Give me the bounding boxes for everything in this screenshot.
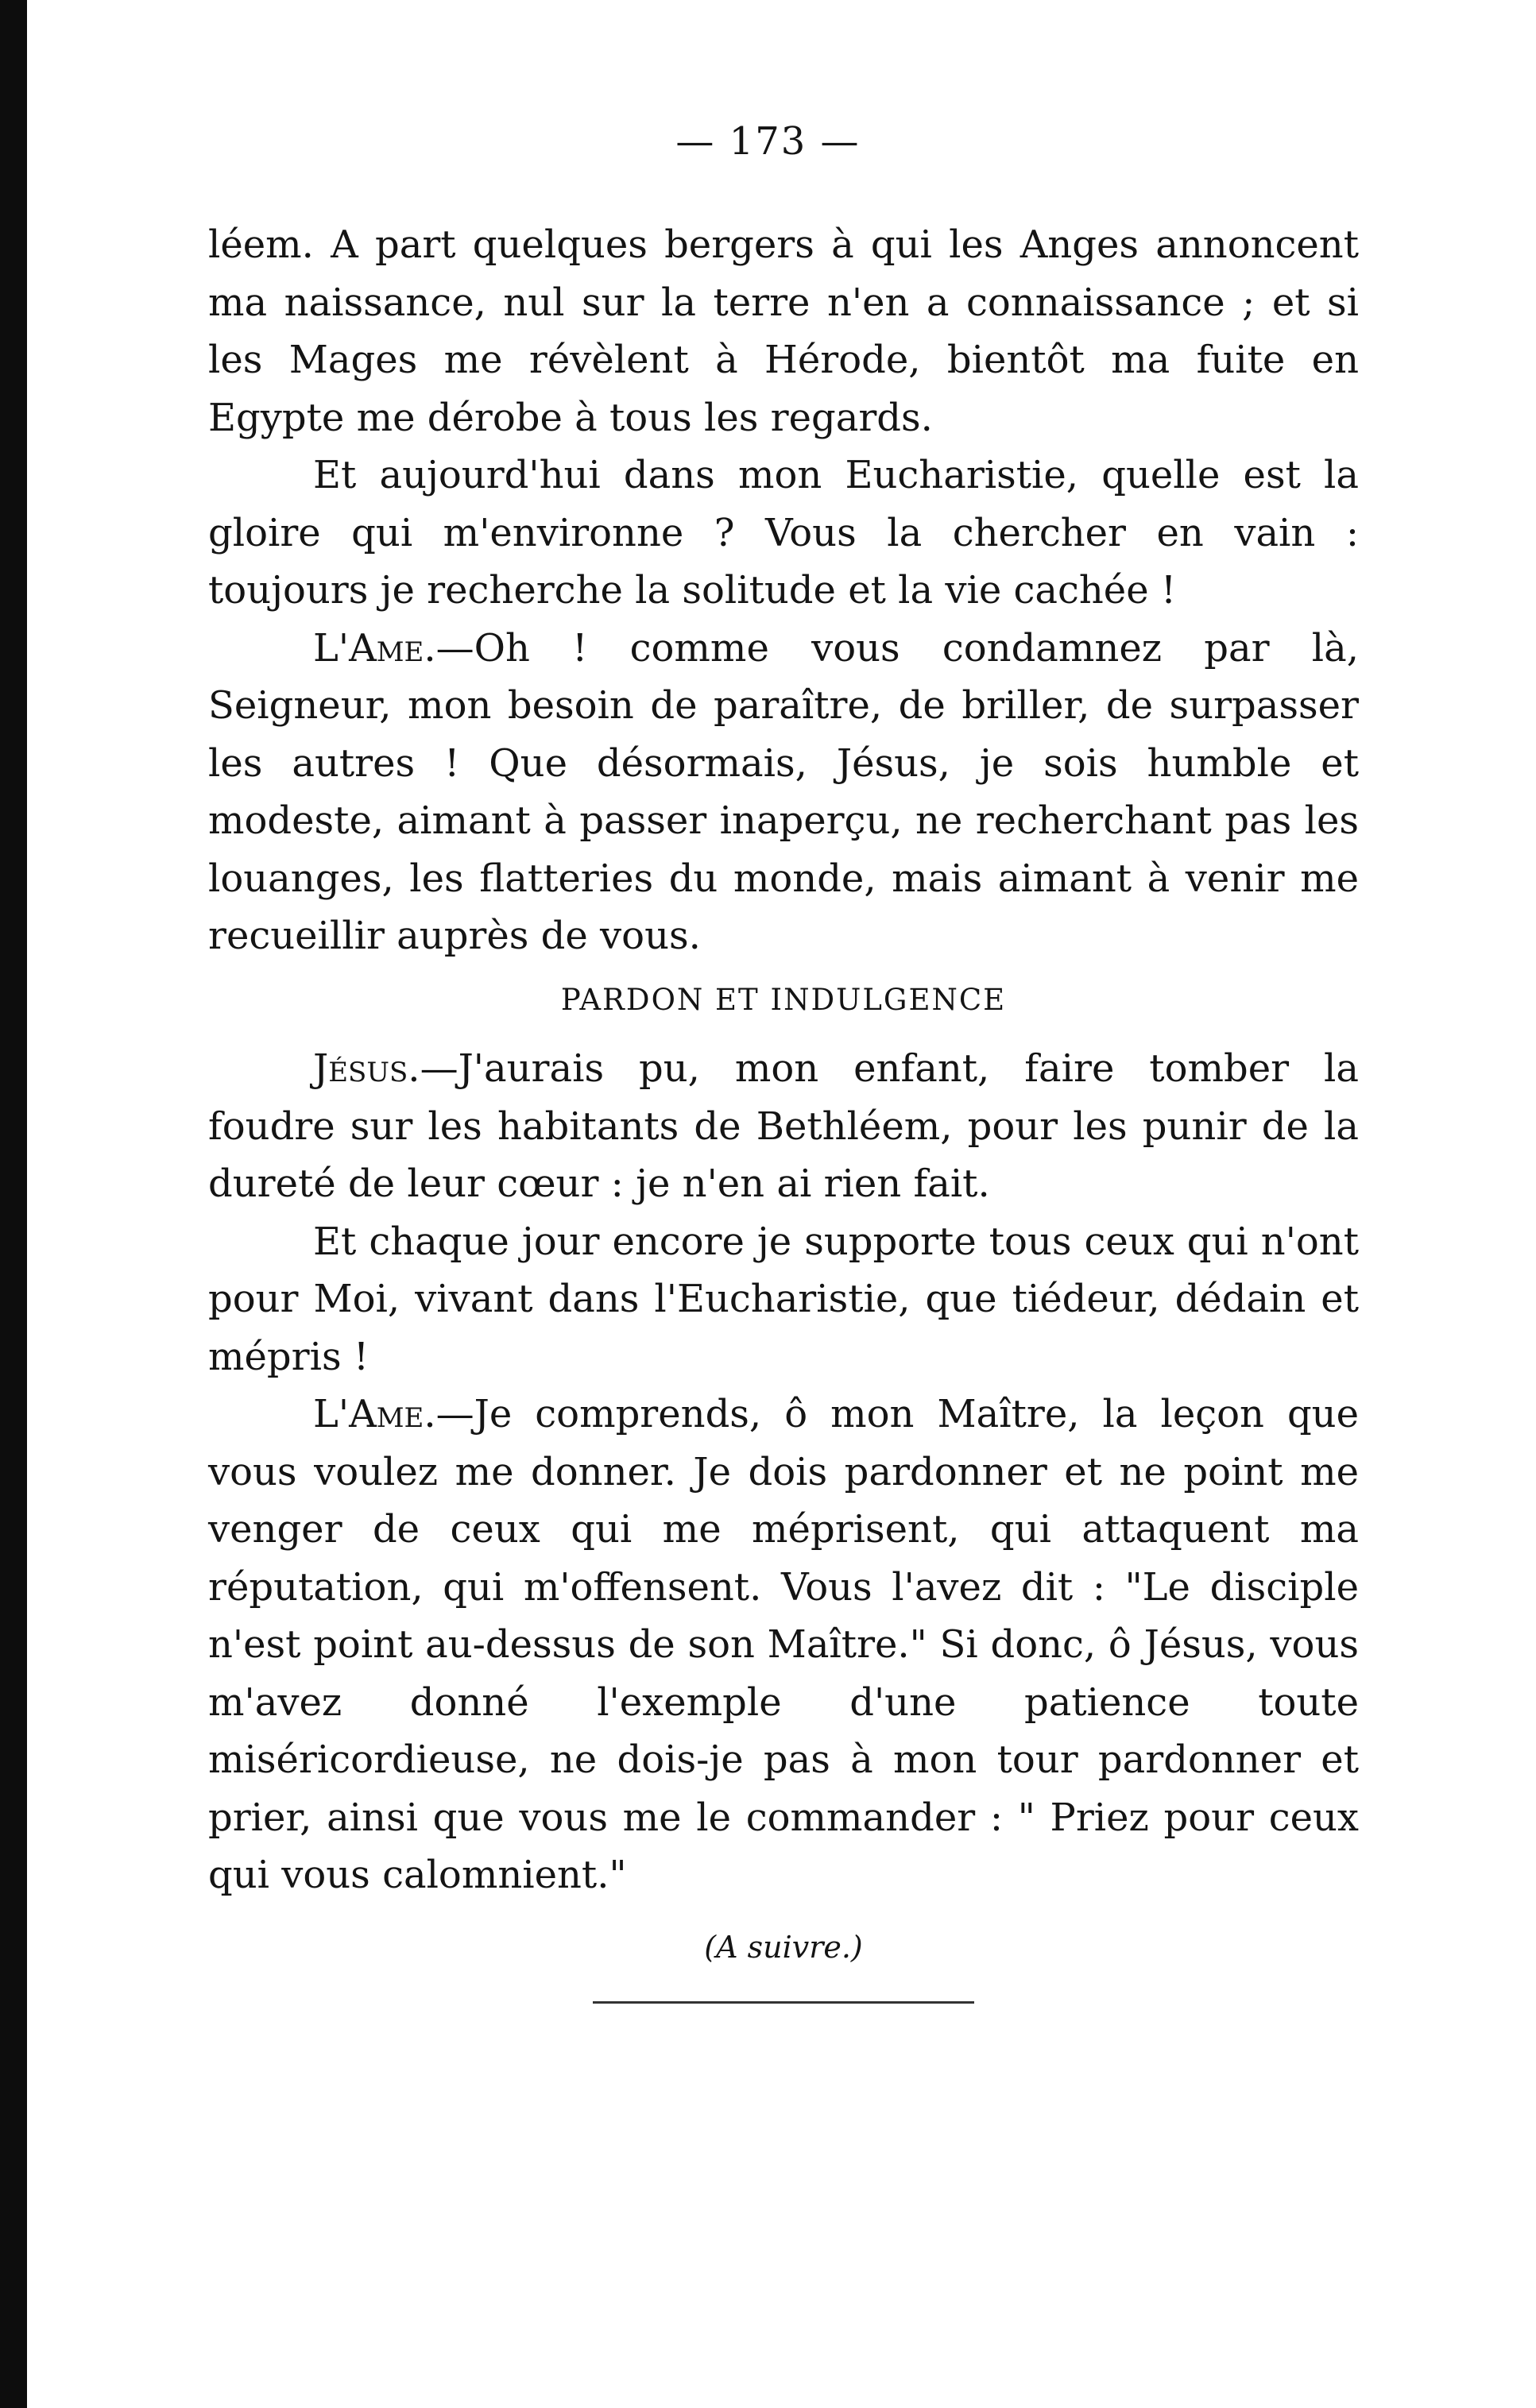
paragraph-1: léem. A part quelques bergers à qui les Anges annoncent ma naissance, nul sur la terre n'en a connaissance ; et si les Mages me révèlent à Hérode, bientôt ma fuite en Egypte me dérobe à tous les regards.: [208, 222, 1359, 440]
paragraph-4-text: —J'aurais pu, mon enfant, faire tomber la foudre sur les habitants de Bethléem, pour les punir de la dureté de leur cœur : je n'en ai rien fait.: [208, 1046, 1359, 1206]
speaker-ame: L'Ame.: [313, 1392, 436, 1436]
speaker-jesus: Jésus.: [313, 1046, 420, 1091]
paragraph-3: [208, 620, 1359, 965]
paragraph-2: Et aujourd'hui dans mon Eucharistie, quelle est la gloire qui m'environne ? Vous la chercher en vain : toujours je recherche la solitude et la vie cachée !: [208, 453, 1359, 613]
paragraph-3-text: —Oh ! comme vous condamnez par là, Seigneur, mon besoin de paraître, de briller, de surpasser les autres ! Que désormais, Jésus, je sois humble et modeste, aimant à passer inaperçu, ne recherchant pas les louanges, les flatteries du monde, mais aimant à venir me recueillir auprès de vous.: [208, 625, 1359, 958]
end-rule-divider: [593, 2001, 974, 2004]
page-binding-edge: [0, 0, 27, 2408]
to-be-continued-note: (A suivre.): [704, 1929, 863, 1965]
paragraph-6-text: —Je comprends, ô mon Maître, la leçon que vous voulez me donner. Je dois pardonner et ne point me venger de ceux qui me méprisent, qui attaquent ma réputation, qui m'offensent. Vous l'avez dit : "Le disciple n'est point au-dessus de son Maître." Si donc, ô Jésus, vous m'avez donné l'exemple d'une patience toute miséricordieuse, ne dois-je pas à mon tour pardonner et prier, ainsi que vous me le commander : " Priez pour ceux qui vous calomnient.": [208, 1392, 1359, 1897]
paragraph-4: [208, 1040, 1359, 1213]
speaker-ame: L'Ame.: [313, 625, 436, 671]
paragraph-5: Et chaque jour encore je supporte tous ceux qui n'ont pour Moi, vivant dans l'Eucharistie, que tiédeur, dédain et mépris !: [208, 1219, 1359, 1379]
page-body: [208, 216, 1359, 2004]
section-title: PARDON ET INDULGENCE: [560, 982, 1007, 1017]
paragraph-6: [208, 1386, 1359, 1904]
page-number: — 173 —: [675, 119, 861, 164]
